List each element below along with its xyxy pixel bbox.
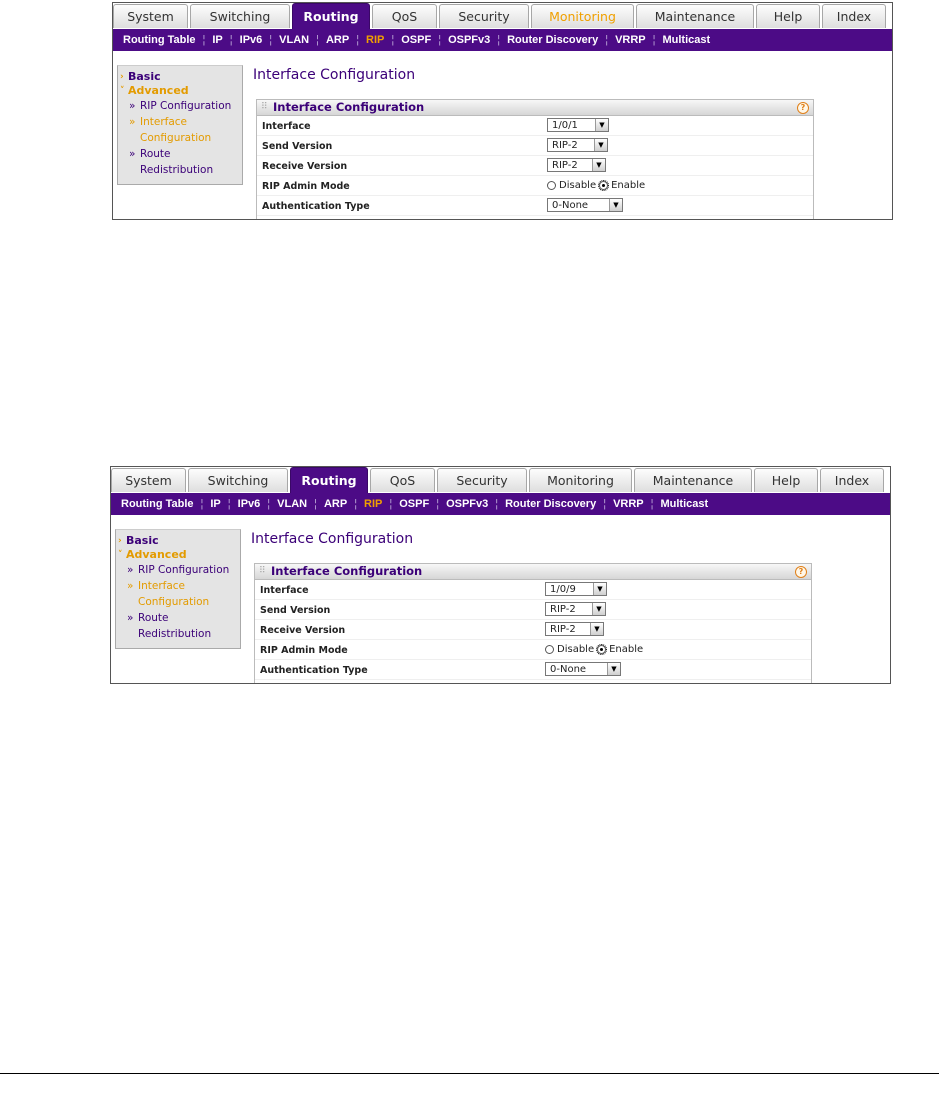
subnav-separator: ¦ (200, 498, 204, 510)
subnav-item-ipv6[interactable]: IPv6 (239, 34, 263, 46)
tab-switching[interactable]: Switching (190, 4, 290, 28)
ui-screenshot-2 (110, 466, 891, 684)
ui-screenshot-1 (112, 2, 893, 220)
send-version-select[interactable] (545, 602, 606, 616)
receive-version-label: Receive Version (260, 625, 346, 636)
nav-item-label: Route (140, 148, 171, 160)
admin-mode-row (255, 640, 811, 660)
receive-version-row (257, 156, 813, 176)
grip-icon: ⠿ (259, 566, 266, 576)
nav-item-label: Interface (138, 580, 186, 592)
chevron-down-icon[interactable]: ▼ (593, 583, 606, 595)
authentication-type-row (255, 660, 811, 680)
enable-label: Enable (611, 180, 646, 191)
subnav-item-arp[interactable]: ARP (325, 34, 350, 46)
left-navigation (117, 65, 243, 185)
nav-item-label: Redistribution (138, 628, 212, 640)
tab-maintenance[interactable]: Maintenance (636, 4, 754, 28)
bullet-icon: » (129, 116, 136, 128)
tab-switching[interactable]: Switching (188, 468, 288, 492)
enable-radio[interactable] (597, 645, 606, 654)
disable-radio[interactable] (547, 181, 556, 190)
nav-advanced[interactable] (118, 84, 242, 98)
disable-label: Disable (557, 644, 595, 655)
authentication-type-control (547, 198, 623, 212)
page-footer-rule (0, 1073, 939, 1074)
nav-item-interface-configuration[interactable] (116, 594, 240, 610)
nav-advanced-label: Advanced (126, 548, 187, 561)
admin-mode-radios (545, 644, 643, 655)
authentication-type-value: 0-None (550, 663, 587, 675)
bullet-icon: » (129, 100, 136, 112)
chevron-down-icon[interactable]: ▼ (607, 663, 620, 675)
interface-label: Interface (260, 585, 309, 596)
nav-advanced-label: Advanced (128, 84, 189, 97)
chevron-down-icon[interactable]: ▼ (592, 159, 605, 171)
chevron-right-icon: › (120, 72, 124, 82)
receive-version-value: RIP-2 (550, 623, 576, 635)
routing-subnav (111, 493, 890, 515)
panel-title: Interface Configuration (273, 100, 425, 114)
tab-qos[interactable]: QoS (370, 468, 435, 492)
interface-row (255, 580, 811, 600)
subnav-separator: ¦ (436, 498, 440, 510)
subnav-item-routing-table[interactable]: Routing Table (123, 34, 196, 46)
subnav-separator: ¦ (269, 34, 273, 46)
help-icon[interactable]: ? (797, 102, 809, 114)
tab-index[interactable]: Index (820, 468, 884, 492)
disable-radio[interactable] (545, 645, 554, 654)
authentication-type-value: 0-None (552, 199, 589, 211)
panel-title: Interface Configuration (271, 564, 423, 578)
subnav-item-vrrp[interactable]: VRRP (615, 34, 646, 46)
interface-label: Interface (262, 121, 311, 132)
help-icon[interactable]: ? (795, 566, 807, 578)
nav-item-interface-configuration[interactable] (118, 114, 242, 130)
admin-mode-radios (547, 180, 645, 191)
authentication-type-select[interactable] (545, 662, 621, 676)
nav-item-label: RIP Configuration (138, 564, 230, 576)
nav-item-route-redistribution[interactable] (116, 626, 240, 642)
subnav-item-rip[interactable]: RIP (366, 34, 385, 46)
subnav-separator: ¦ (391, 34, 395, 46)
chevron-down-icon[interactable]: ▼ (595, 119, 608, 131)
nav-basic[interactable] (118, 70, 242, 84)
subnav-separator: ¦ (356, 34, 360, 46)
subnav-item-vlan[interactable]: VLAN (277, 498, 308, 510)
page-title: Interface Configuration (253, 67, 416, 83)
subnav-item-ospfv3[interactable]: OSPFv3 (446, 498, 489, 510)
subnav-separator: ¦ (229, 34, 233, 46)
subnav-separator: ¦ (495, 498, 499, 510)
nav-item-route-redistribution[interactable] (116, 610, 240, 626)
authentication-type-row (257, 196, 813, 216)
send-version-row (255, 600, 811, 620)
send-version-label: Send Version (262, 141, 333, 152)
send-version-control (547, 138, 608, 152)
subnav-item-router-discovery[interactable]: Router Discovery (505, 498, 597, 510)
tab-maintenance[interactable]: Maintenance (634, 468, 752, 492)
authentication-type-select[interactable] (547, 198, 623, 212)
admin-mode-row (257, 176, 813, 196)
routing-subnav (113, 29, 892, 51)
tab-help[interactable]: Help (754, 468, 818, 492)
interface-select[interactable] (547, 118, 609, 132)
tab-index[interactable]: Index (822, 4, 886, 28)
send-version-value: RIP-2 (550, 603, 576, 615)
tab-security[interactable]: Security (437, 468, 527, 492)
subnav-item-ospf[interactable]: OSPF (399, 498, 430, 510)
nav-item-route-redistribution[interactable] (118, 146, 242, 162)
subnav-separator: ¦ (497, 34, 501, 46)
interface-config-panel (254, 563, 812, 684)
subnav-separator: ¦ (354, 498, 358, 510)
grip-icon: ⠿ (261, 102, 268, 112)
tab-security[interactable]: Security (439, 4, 529, 28)
subnav-item-multicast[interactable]: Multicast (660, 498, 709, 510)
tab-routing[interactable]: Routing (292, 3, 370, 29)
chevron-down-icon[interactable]: ▼ (590, 623, 603, 635)
bullet-icon: » (129, 148, 136, 160)
receive-version-row (255, 620, 811, 640)
authentication-type-label: Authentication Type (262, 201, 370, 212)
tab-qos[interactable]: QoS (372, 4, 437, 28)
subnav-item-vlan[interactable]: VLAN (279, 34, 310, 46)
send-version-control (545, 602, 606, 616)
nav-item-rip-configuration[interactable] (116, 562, 240, 578)
nav-item-label: Configuration (140, 132, 212, 144)
nav-item-label: Configuration (138, 596, 210, 608)
receive-version-control (545, 622, 604, 636)
receive-version-control (547, 158, 606, 172)
subnav-separator: ¦ (605, 34, 609, 46)
interface-control (547, 118, 609, 132)
send-version-row (257, 136, 813, 156)
receive-version-select[interactable] (547, 158, 606, 172)
nav-basic-label: Basic (128, 70, 161, 83)
chevron-down-icon[interactable]: ▼ (594, 139, 607, 151)
send-version-label: Send Version (260, 605, 331, 616)
disable-label: Disable (559, 180, 597, 191)
nav-item-label: Redistribution (140, 164, 214, 176)
authentication-type-control (545, 662, 621, 676)
tab-routing[interactable]: Routing (290, 467, 368, 493)
send-version-select[interactable] (547, 138, 608, 152)
admin-mode-label: RIP Admin Mode (262, 181, 350, 192)
send-version-value: RIP-2 (552, 139, 578, 151)
panel-header (255, 564, 811, 580)
interface-select[interactable] (545, 582, 607, 596)
subnav-separator: ¦ (314, 498, 317, 510)
subnav-item-ospf[interactable]: OSPF (401, 34, 432, 46)
chevron-down-icon: ˅ (120, 86, 125, 96)
subnav-separator: ¦ (438, 34, 442, 46)
interface-config-panel (256, 99, 814, 220)
interface-value: 1/0/1 (552, 119, 578, 131)
tab-help[interactable]: Help (756, 4, 820, 28)
tab-monitoring[interactable]: Monitoring (531, 4, 634, 28)
receive-version-select[interactable] (545, 622, 604, 636)
main-tab-bar (113, 3, 892, 29)
nav-item-label: RIP Configuration (140, 100, 232, 112)
tab-system[interactable]: System (111, 468, 186, 492)
tab-monitoring[interactable]: Monitoring (529, 468, 632, 492)
main-tab-bar (111, 467, 890, 493)
subnav-item-ip[interactable]: IP (212, 34, 223, 46)
bullet-icon: » (127, 564, 134, 576)
subnav-separator: ¦ (389, 498, 393, 510)
bullet-icon: » (127, 612, 134, 624)
subnav-separator: ¦ (650, 498, 654, 510)
panel-header (257, 100, 813, 116)
nav-item-rip-configuration[interactable] (118, 98, 242, 114)
chevron-down-icon[interactable]: ▼ (592, 603, 605, 615)
subnav-separator: ¦ (316, 34, 319, 46)
subnav-separator: ¦ (227, 498, 231, 510)
subnav-item-rip[interactable]: RIP (364, 498, 383, 510)
interface-row (257, 116, 813, 136)
chevron-down-icon: ˅ (118, 550, 123, 560)
nav-basic-label: Basic (126, 534, 159, 547)
subnav-item-routing-table[interactable]: Routing Table (121, 498, 194, 510)
subnav-item-arp[interactable]: ARP (323, 498, 348, 510)
nav-basic[interactable] (116, 534, 240, 548)
interface-control (545, 582, 607, 596)
subnav-item-multicast[interactable]: Multicast (662, 34, 711, 46)
enable-radio[interactable] (599, 181, 608, 190)
interface-value: 1/0/9 (550, 583, 576, 595)
left-navigation (115, 529, 241, 649)
subnav-separator: ¦ (603, 498, 607, 510)
tab-system[interactable]: System (113, 4, 188, 28)
nav-item-interface-configuration[interactable] (118, 130, 242, 146)
nav-item-route-redistribution[interactable] (118, 162, 242, 178)
chevron-down-icon[interactable]: ▼ (609, 199, 622, 211)
subnav-item-ip[interactable]: IP (210, 498, 221, 510)
receive-version-label: Receive Version (262, 161, 348, 172)
subnav-item-vrrp[interactable]: VRRP (613, 498, 644, 510)
nav-advanced[interactable] (116, 548, 240, 562)
nav-item-label: Interface (140, 116, 188, 128)
subnav-separator: ¦ (652, 34, 656, 46)
receive-version-value: RIP-2 (552, 159, 578, 171)
enable-label: Enable (609, 644, 644, 655)
subnav-separator: ¦ (267, 498, 271, 510)
subnav-item-router-discovery[interactable]: Router Discovery (507, 34, 599, 46)
admin-mode-label: RIP Admin Mode (260, 645, 348, 656)
nav-item-label: Route (138, 612, 169, 624)
authentication-type-label: Authentication Type (260, 665, 368, 676)
page-title: Interface Configuration (251, 531, 414, 547)
subnav-item-ospfv3[interactable]: OSPFv3 (448, 34, 491, 46)
bullet-icon: » (127, 580, 134, 592)
nav-item-interface-configuration[interactable] (116, 578, 240, 594)
subnav-item-ipv6[interactable]: IPv6 (237, 498, 261, 510)
subnav-separator: ¦ (202, 34, 206, 46)
chevron-right-icon: › (118, 536, 122, 546)
